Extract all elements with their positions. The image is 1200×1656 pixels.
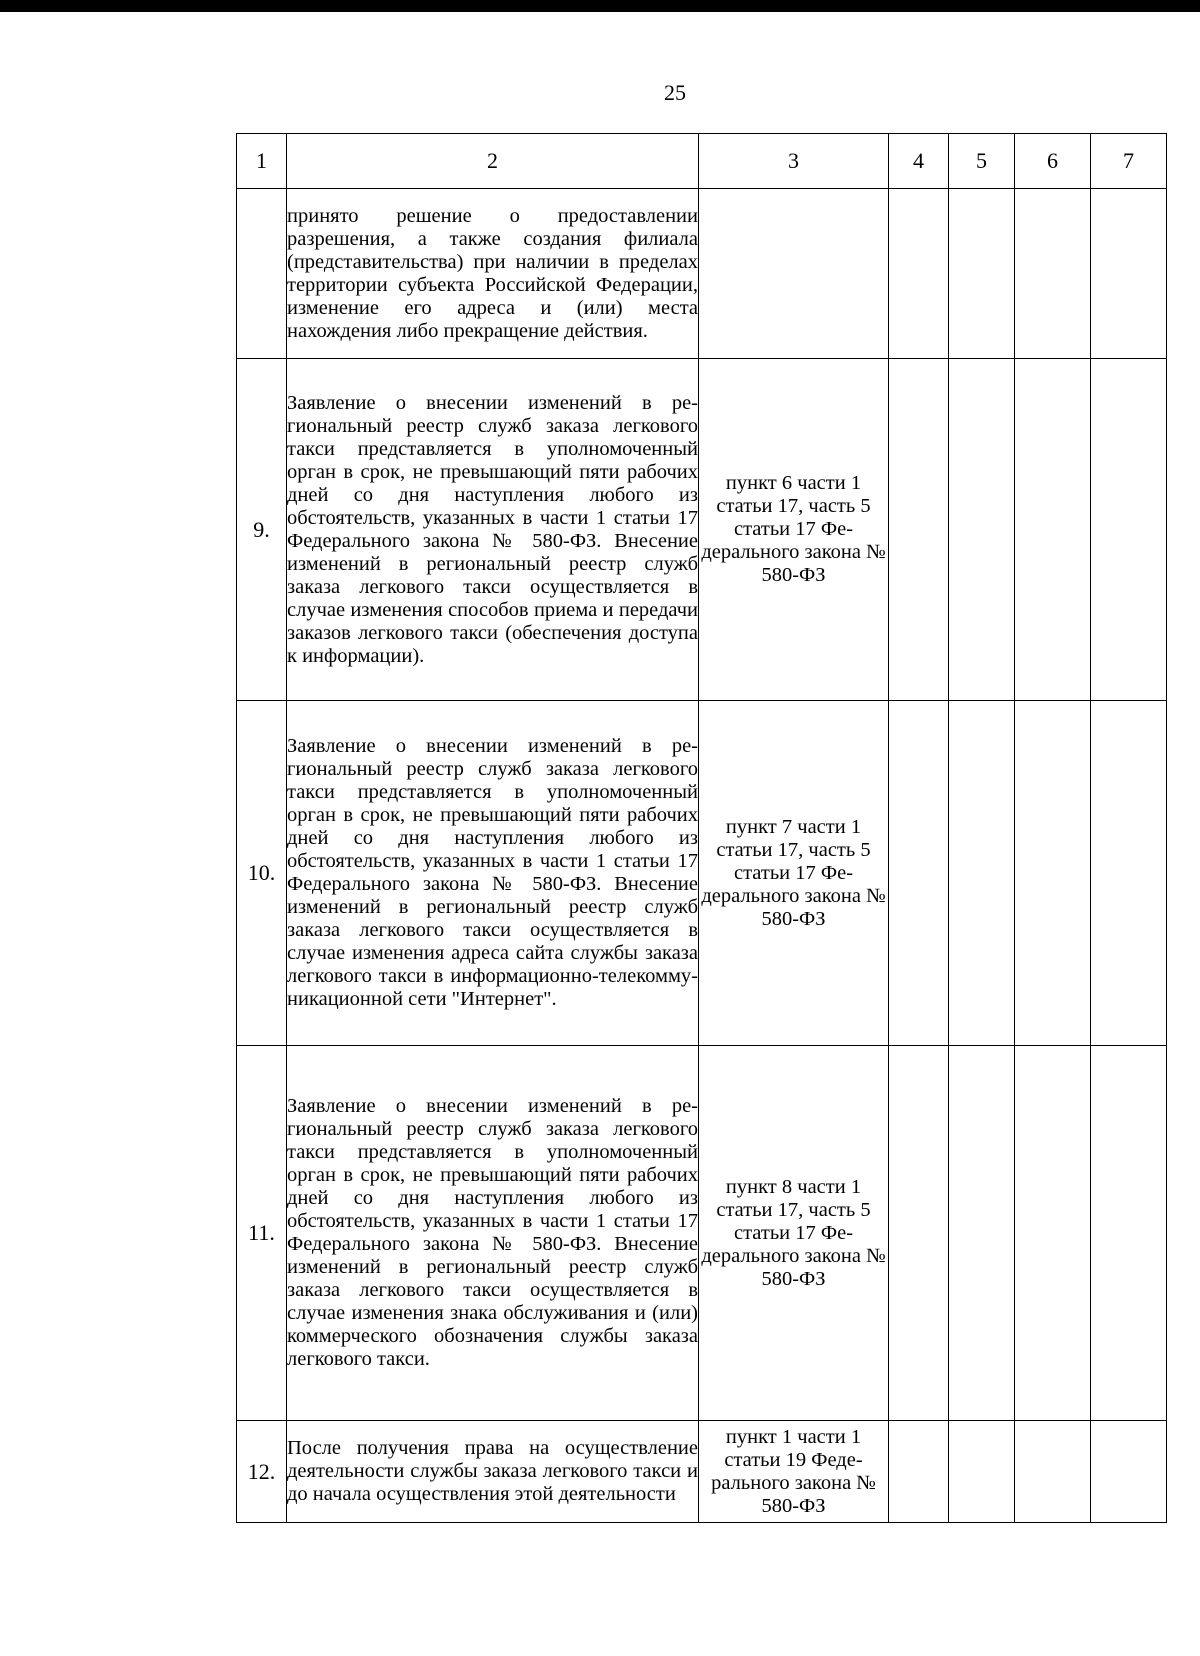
row-legal-reference: пункт 8 части 1 статьи 17, часть 5 статьи 17 Федерального закона № 580-ФЗ [699,1046,889,1421]
row-number: 10. [237,701,287,1046]
row-description: Заявление о внесении изменений в региональный реестр служб заказа легкового такси представляется в уполномоченный орган в срок, не превышающий пяти рабочих дней со дня наступления любого из обстоятельств, указанных в части 1 статьи 17 Федерального закона № 580-ФЗ. Внесение изменений в региональный реестр служб заказа легкового такси осуществляется в случае изменения способов приема и передачи заказов легкового такси (обеспечения доступа к информации). [287,359,699,701]
header-row [237,134,1167,189]
row-cell-5 [949,189,1015,359]
row-cell-5 [949,359,1015,701]
row-description: После получения права на осуществление деятельности службы заказа легкового такси и до начала осуществления этой деятельности [287,1421,699,1523]
row-description: Заявление о внесении изменений в региональный реестр служб заказа легкового такси представляется в уполномоченный орган в срок, не превышающий пяти рабочих дней со дня наступления любого из обстоятельств, указанных в части 1 статьи 17 Федерального закона № 580-ФЗ. Внесение изменений в региональный реестр служб заказа легкового такси осуществляется в случае изменения адреса сайта службы заказа легкового такси в информационно-телекоммуникационной сети "Интернет". [287,701,699,1046]
column-header-4: 4 [889,134,949,189]
row-cell-6 [1015,1046,1091,1421]
scan-top-border [0,0,1200,12]
row-cell-5 [949,701,1015,1046]
column-header-3: 3 [699,134,889,189]
row-cell-4 [889,1421,949,1523]
regulation-table [236,133,1167,1523]
row-cell-7 [1091,189,1167,359]
row-cell-7 [1091,701,1167,1046]
row-cell-6 [1015,189,1091,359]
column-header-5: 5 [949,134,1015,189]
table-row [237,1046,1167,1421]
column-header-1: 1 [237,134,287,189]
row-number: 9. [237,359,287,701]
row-cell-6 [1015,1421,1091,1523]
row-legal-reference: пункт 6 части 1 статьи 17, часть 5 статьи 17 Федерального закона № 580-ФЗ [699,359,889,701]
row-cell-4 [889,359,949,701]
row-cell-7 [1091,359,1167,701]
table-row [237,359,1167,701]
row-cell-4 [889,701,949,1046]
row-cell-4 [889,1046,949,1421]
row-cell-6 [1015,701,1091,1046]
row-cell-7 [1091,1421,1167,1523]
row-number: 12. [237,1421,287,1523]
column-header-7: 7 [1091,134,1167,189]
row-legal-reference [699,189,889,359]
page-number: 25 [664,80,686,105]
row-cell-5 [949,1046,1015,1421]
row-cell-4 [889,189,949,359]
row-cell-6 [1015,359,1091,701]
row-number: 11. [237,1046,287,1421]
table-row [237,1421,1167,1523]
row-legal-reference: пункт 1 части 1 статьи 19 Федерального закона № 580-ФЗ [699,1421,889,1523]
row-cell-7 [1091,1046,1167,1421]
row-description: принято решение о предоставлении разрешения, а также создания филиала (представительства) при наличии в пределах территории субъекта Российской Федерации, изменение его адреса и (или) места нахождения либо прекращение действия. [287,189,699,359]
row-legal-reference: пункт 7 части 1 статьи 17, часть 5 статьи 17 Федерального закона № 580-ФЗ [699,701,889,1046]
column-header-6: 6 [1015,134,1091,189]
row-number [237,189,287,359]
column-header-2: 2 [287,134,699,189]
row-description: Заявление о внесении изменений в региональный реестр служб заказа легкового такси представляется в уполномоченный орган в срок, не превышающий пяти рабочих дней со дня наступления любого из обстоятельств, указанных в части 1 статьи 17 Федерального закона № 580-ФЗ. Внесение изменений в региональный реестр служб заказа легкового такси осуществляется в случае изменения знака обслуживания и (или) коммерческого обозначения службы заказа легкового такси. [287,1046,699,1421]
table-row [237,189,1167,359]
table-row [237,701,1167,1046]
row-cell-5 [949,1421,1015,1523]
